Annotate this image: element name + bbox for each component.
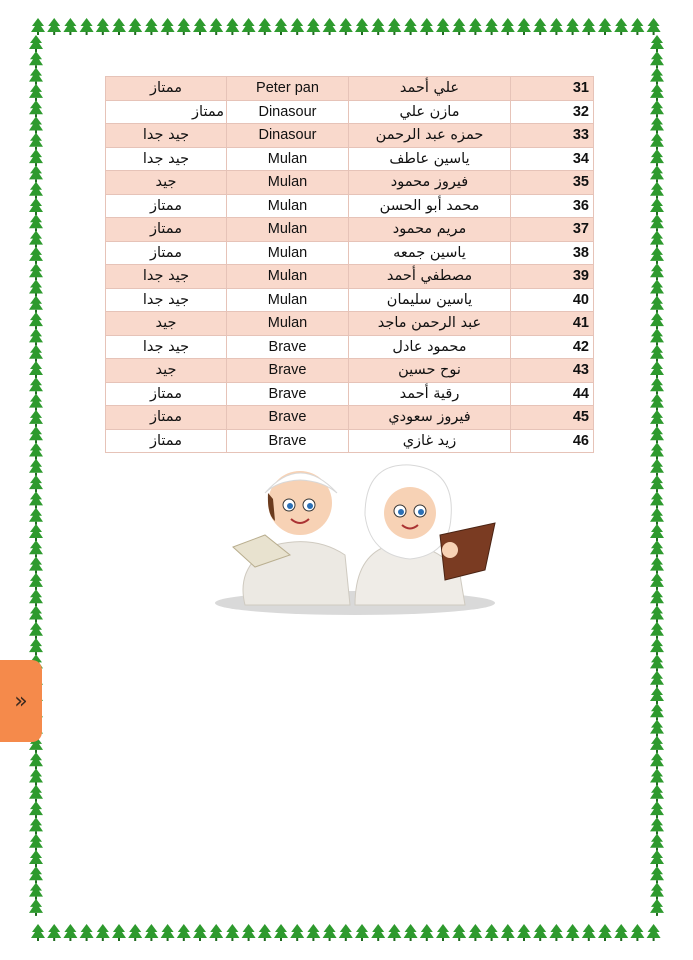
story-cell: Dinasour — [227, 100, 349, 124]
table-row — [106, 77, 594, 101]
student-name-cell: حمزه عبد الرحمن — [349, 124, 511, 148]
grade-cell: ممتاز — [106, 429, 227, 453]
row-number-cell: 44 — [511, 382, 594, 406]
grade-cell: ممتاز — [106, 77, 227, 101]
story-cell: Mulan — [227, 265, 349, 289]
table-row — [106, 312, 594, 336]
student-name-cell: ياسين سليمان — [349, 288, 511, 312]
grade-cell: جيد — [106, 312, 227, 336]
table-row — [106, 288, 594, 312]
story-cell: Brave — [227, 382, 349, 406]
grade-cell: ممتاز — [106, 241, 227, 265]
row-number-cell: 31 — [511, 77, 594, 101]
story-cell: Peter pan — [227, 77, 349, 101]
student-name-cell: مازن علي — [349, 100, 511, 124]
table-row — [106, 194, 594, 218]
story-cell: Brave — [227, 406, 349, 430]
grade-cell: ممتاز — [106, 382, 227, 406]
student-name-cell: فيروز سعودي — [349, 406, 511, 430]
story-cell: Mulan — [227, 171, 349, 195]
row-number-cell: 38 — [511, 241, 594, 265]
table-row — [106, 124, 594, 148]
grade-cell: ممتاز — [106, 218, 227, 242]
table-row — [106, 335, 594, 359]
student-name-cell: ياسين عاطف — [349, 147, 511, 171]
table-row — [106, 406, 594, 430]
table-row — [106, 171, 594, 195]
row-number-cell: 34 — [511, 147, 594, 171]
row-number-cell: 39 — [511, 265, 594, 289]
table-row — [106, 265, 594, 289]
grade-cell: جيد — [106, 171, 227, 195]
row-number-cell: 43 — [511, 359, 594, 383]
student-name-cell: مريم محمود — [349, 218, 511, 242]
table-row — [106, 382, 594, 406]
double-chevron-right-icon: » — [14, 688, 28, 714]
table-row — [106, 100, 594, 124]
row-number-cell: 42 — [511, 335, 594, 359]
table-row — [106, 429, 594, 453]
grade-cell: ممتاز — [106, 194, 227, 218]
grade-cell: ممتاز — [106, 406, 227, 430]
story-cell: Mulan — [227, 288, 349, 312]
student-name-cell: محمد أبو الحسن — [349, 194, 511, 218]
grades-table — [105, 76, 594, 453]
table-row — [106, 147, 594, 171]
grade-cell: جيد جدا — [106, 147, 227, 171]
table-row — [106, 218, 594, 242]
story-cell: Brave — [227, 335, 349, 359]
student-name-cell: فيروز محمود — [349, 171, 511, 195]
story-cell: Brave — [227, 429, 349, 453]
student-name-cell: نوح حسين — [349, 359, 511, 383]
row-number-cell: 35 — [511, 171, 594, 195]
children-reading-quran-icon — [205, 455, 505, 620]
story-cell: Mulan — [227, 312, 349, 336]
story-cell: Dinasour — [227, 124, 349, 148]
row-number-cell: 37 — [511, 218, 594, 242]
student-name-cell: عبد الرحمن ماجد — [349, 312, 511, 336]
row-number-cell: 33 — [511, 124, 594, 148]
story-cell: Mulan — [227, 194, 349, 218]
student-name-cell: زيد غازي — [349, 429, 511, 453]
student-name-cell: علي أحمد — [349, 77, 511, 101]
grade-cell: جيد جدا — [106, 265, 227, 289]
story-cell: Mulan — [227, 218, 349, 242]
table-row — [106, 241, 594, 265]
story-cell: Mulan — [227, 241, 349, 265]
student-name-cell: رقية أحمد — [349, 382, 511, 406]
story-cell: Brave — [227, 359, 349, 383]
grade-cell: جيد جدا — [106, 124, 227, 148]
student-name-cell: مصطفي أحمد — [349, 265, 511, 289]
row-number-cell: 36 — [511, 194, 594, 218]
grade-cell: جيد جدا — [106, 335, 227, 359]
grade-cell: جيد جدا — [106, 288, 227, 312]
grade-cell: ممتاز — [106, 100, 227, 124]
row-number-cell: 41 — [511, 312, 594, 336]
side-tab-button[interactable] — [0, 660, 42, 742]
row-number-cell: 46 — [511, 429, 594, 453]
row-number-cell: 40 — [511, 288, 594, 312]
row-number-cell: 45 — [511, 406, 594, 430]
student-name-cell: ياسين جمعه — [349, 241, 511, 265]
grade-cell: جيد — [106, 359, 227, 383]
row-number-cell: 32 — [511, 100, 594, 124]
table-row — [106, 359, 594, 383]
student-name-cell: محمود عادل — [349, 335, 511, 359]
story-cell: Mulan — [227, 147, 349, 171]
